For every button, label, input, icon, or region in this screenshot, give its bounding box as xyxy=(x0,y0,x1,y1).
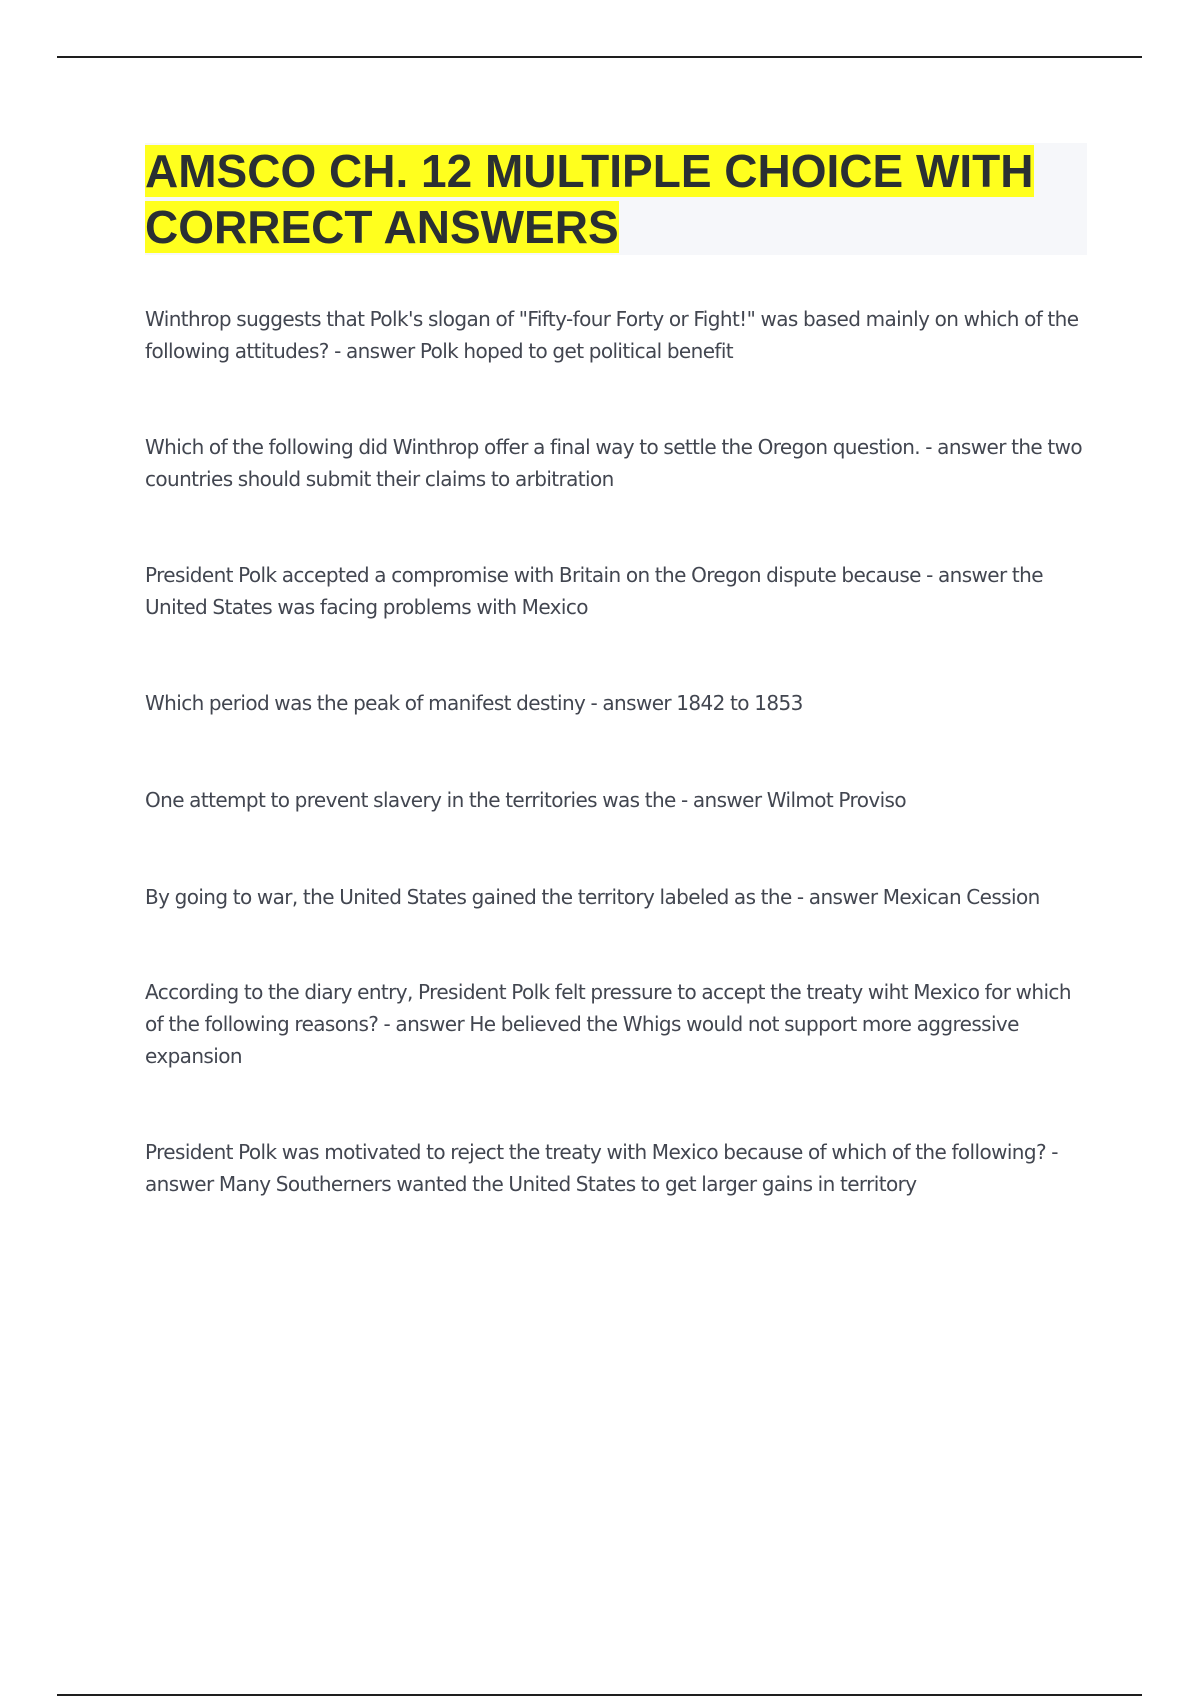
title-highlight: AMSCO CH. 12 MULTIPLE CHOICE WITH CORRECT ANSWERS xyxy=(145,145,1034,253)
qa-item: President Polk was motivated to reject the treaty with Mexico because of which of the following? - answer Many Southerners wanted the United States to get larger gains in territory xyxy=(145,1140,1058,1196)
qa-item: Which of the following did Winthrop offer a final way to settle the Oregon question. - answer the two countries should submit their claims to arbitration xyxy=(145,435,1082,491)
title-block xyxy=(145,143,1087,255)
qa-item: One attempt to prevent slavery in the territories was the - answer Wilmot Proviso xyxy=(145,788,907,812)
bottom-rule xyxy=(57,1694,1142,1696)
qa-item: Which period was the peak of manifest destiny - answer 1842 to 1853 xyxy=(145,691,803,715)
page-title xyxy=(145,143,1087,255)
qa-list xyxy=(145,303,1090,1200)
qa-item: By going to war, the United States gained the territory labeled as the - answer Mexican Cession xyxy=(145,885,1040,909)
top-rule xyxy=(57,56,1142,58)
qa-item: President Polk accepted a compromise with Britain on the Oregon dispute because - answer the United States was facing problems with Mexico xyxy=(145,563,1043,619)
qa-item: According to the diary entry, President Polk felt pressure to accept the treaty wiht Mexico for which of the following reasons? - answer He believed the Whigs would not support more aggressive expansion xyxy=(145,980,1071,1068)
qa-item: Winthrop suggests that Polk's slogan of "Fifty-four Forty or Fight!" was based mainly on which of the following attitudes? - answer Polk hoped to get political benefit xyxy=(145,307,1079,363)
